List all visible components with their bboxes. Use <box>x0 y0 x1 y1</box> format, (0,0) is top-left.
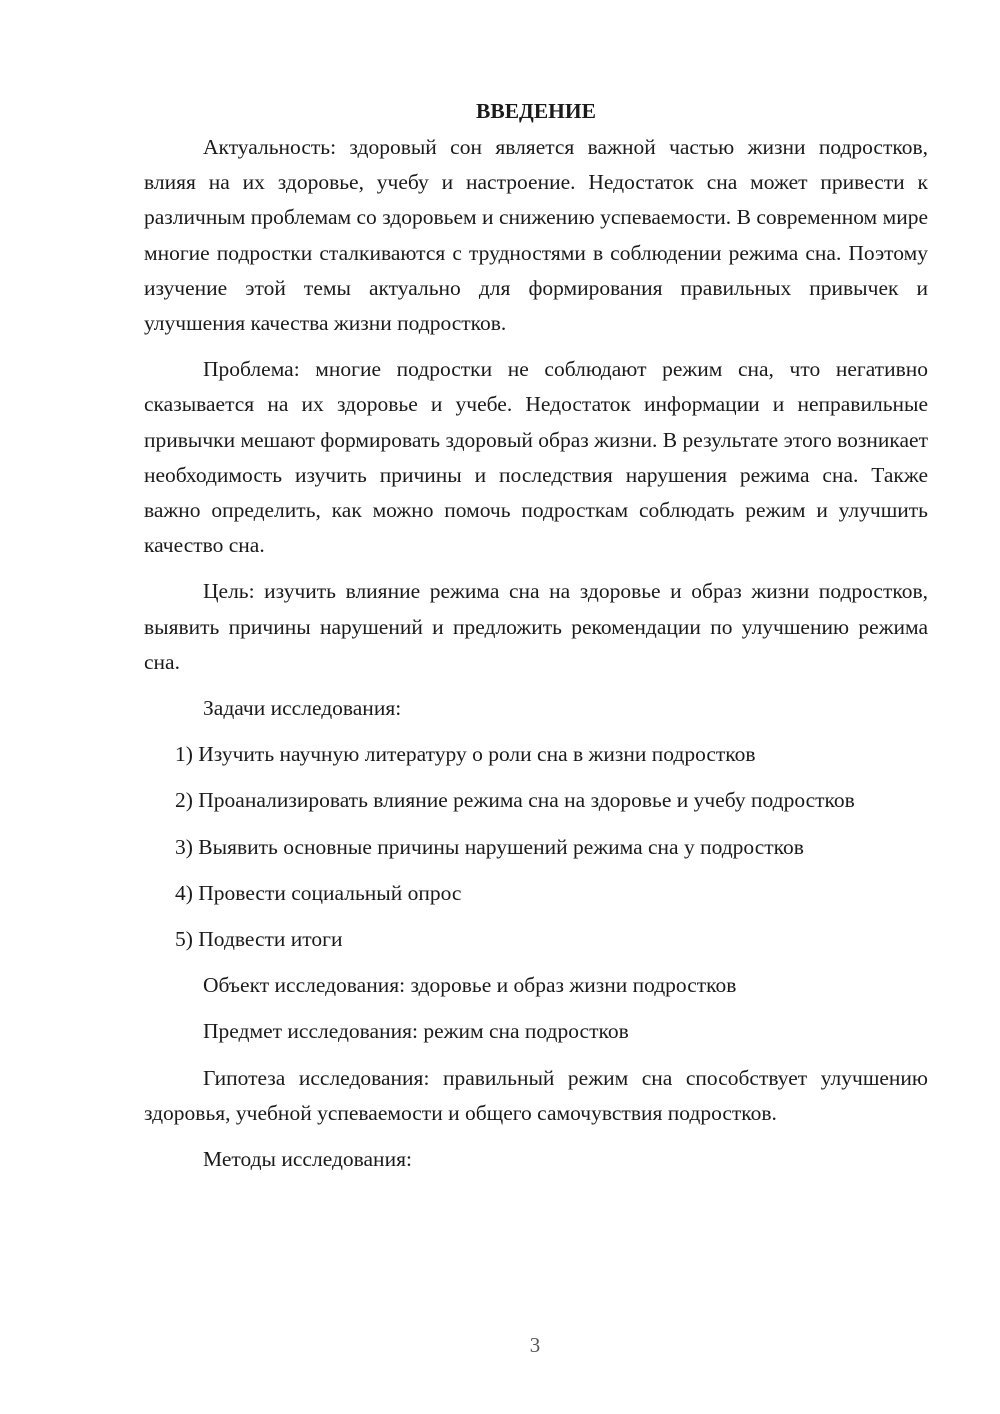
paragraph-problem: Проблема: многие подростки не соблюдают режим сна, что негативно сказывается на их здоровье и учебе. Недостаток информации и неправильные привычки мешают формировать здоровый образ жизни. В результате этого возникает необходимость изучить причины и последствия нарушения режима сна. Также важно определить, как можно помочь подросткам соблюдать режим и улучшить качество сна. <box>144 357 928 558</box>
task-item-1: 1) Изучить научную литературу о роли сна в жизни подростков <box>175 742 756 767</box>
paragraph-object: Объект исследования: здоровье и образ жизни подростков <box>203 973 737 998</box>
section-title: ВВЕДЕНИЕ <box>476 99 596 123</box>
task-item-5: 5) Подвести итоги <box>175 927 343 952</box>
paragraph-goal: Цель: изучить влияние режима сна на здоровье и образ жизни подростков, выявить причины нарушений и предложить рекомендации по улучшению режима сна. <box>144 579 928 674</box>
page-number: 3 <box>529 1333 541 1357</box>
paragraph-methods: Методы исследования: <box>203 1147 412 1172</box>
task-item-3: 3) Выявить основные причины нарушений режима сна у подростков <box>175 834 804 859</box>
paragraph-relevance: Актуальность: здоровый сон является важной частью жизни подростков, влияя на их здоровье, учебу и настроение. Недостаток сна может привести к различным проблемам со здоровьем и снижению успеваемости. В современном мире многие подростки сталкиваются с трудностями в соблюдении режима сна. Поэтому изучение этой темы актуально для формирования правильных привычек и улучшения качества жизни подростков. <box>144 135 928 336</box>
task-item-4: 4) Провести социальный опрос <box>175 880 462 905</box>
page-content <box>144 92 928 1188</box>
paragraph-subject: Предмет исследования: режим сна подростков <box>203 1019 629 1044</box>
paragraph-tasks-heading: Задачи исследования: <box>203 696 402 721</box>
paragraph-hypothesis: Гипотеза исследования: правильный режим сна способствует улучшению здоровья, учебной успеваемости и общего самочувствия подростков. <box>144 1065 928 1125</box>
task-item-2: 2) Проанализировать влияние режима сна на здоровье и учебу подростков <box>175 788 855 813</box>
